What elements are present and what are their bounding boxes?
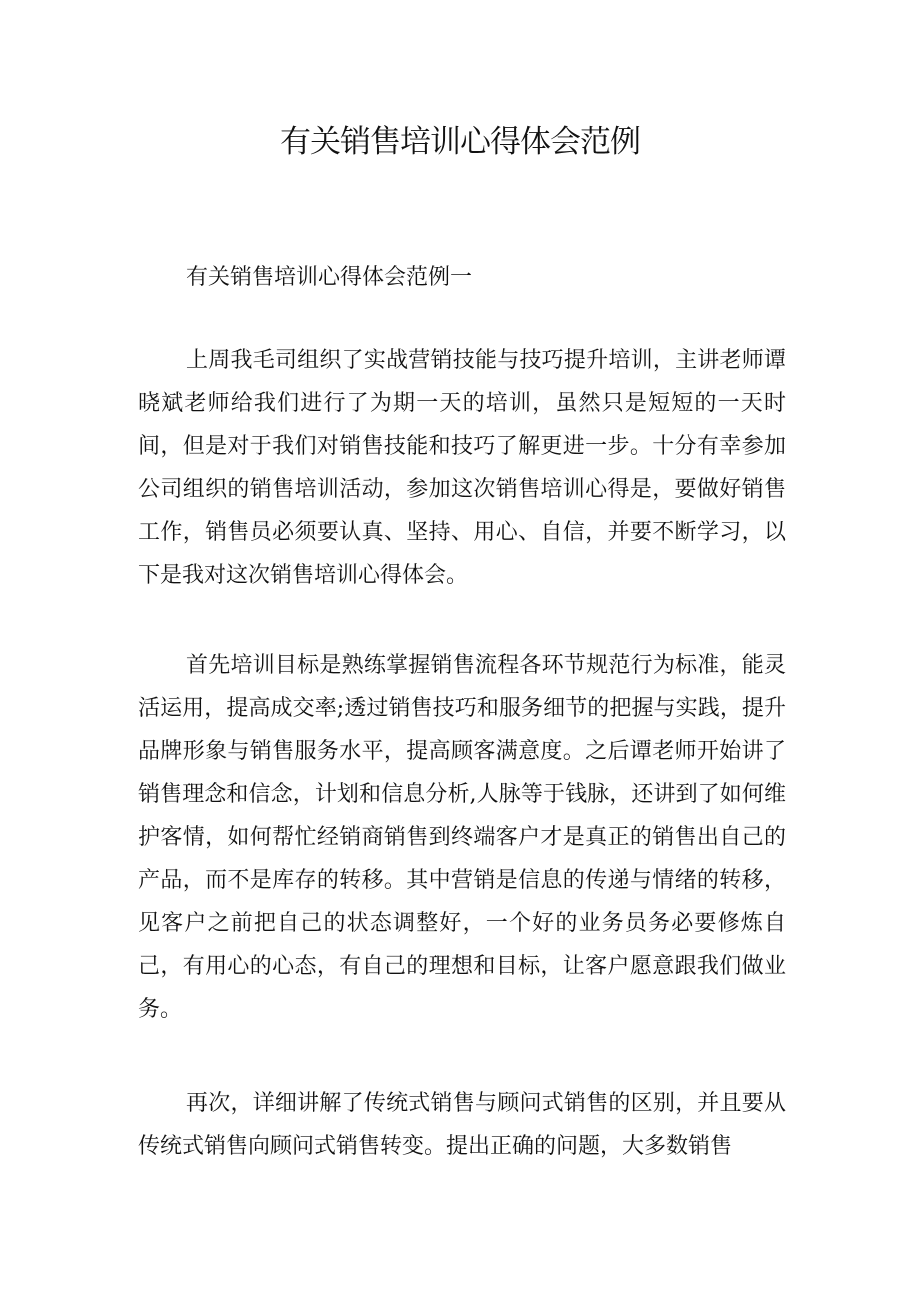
paragraph-1: 上周我毛司组织了实战营销技能与技巧提升培训，主讲老师谭晓斌老师给我们进行了为期一天的培训，虽然只是短短的一天时间，但是对于我们对销售技能和技巧了解更进一步。十分有幸参加公司组织的销售培训活动，参加这次销售培训心得是，要做好销售工作，销售员必须要认真、坚持、用心、自信，并要不断学习，以下是我对这次销售培训心得体会。	[138, 348, 786, 588]
paragraph-2: 首先培训目标是熟练掌握销售流程各环节规范行为标准，能灵活运用，提高成交率;透过销售技巧和服务细节的把握与实践，提升品牌形象与销售服务水平，提高顾客满意度。之后谭老师开始讲了销售理念和信念，计划和信息分析,人脉等于钱脉，还讲到了如何维护客情，如何帮忙经销商销售到终端客户才是真正的销售出自己的产品，而不是库存的转移。其中营销是信息的传递与情绪的转移，见客户之前把自己的状态调整好，一个好的业务员务必要修炼自己，有用心的心态，有自己的理想和目标，让客户愿意跟我们做业务。	[138, 653, 786, 1022]
section-subheading: 有关销售培训心得体会范例一	[186, 265, 473, 290]
paragraph-3: 再次，详细讲解了传统式销售与顾问式销售的区别，并且要从传统式销售向顾问式销售转变。提出正确的问题，大多数销售	[138, 1091, 786, 1159]
document-title: 有关销售培训心得体会范例	[280, 124, 640, 160]
